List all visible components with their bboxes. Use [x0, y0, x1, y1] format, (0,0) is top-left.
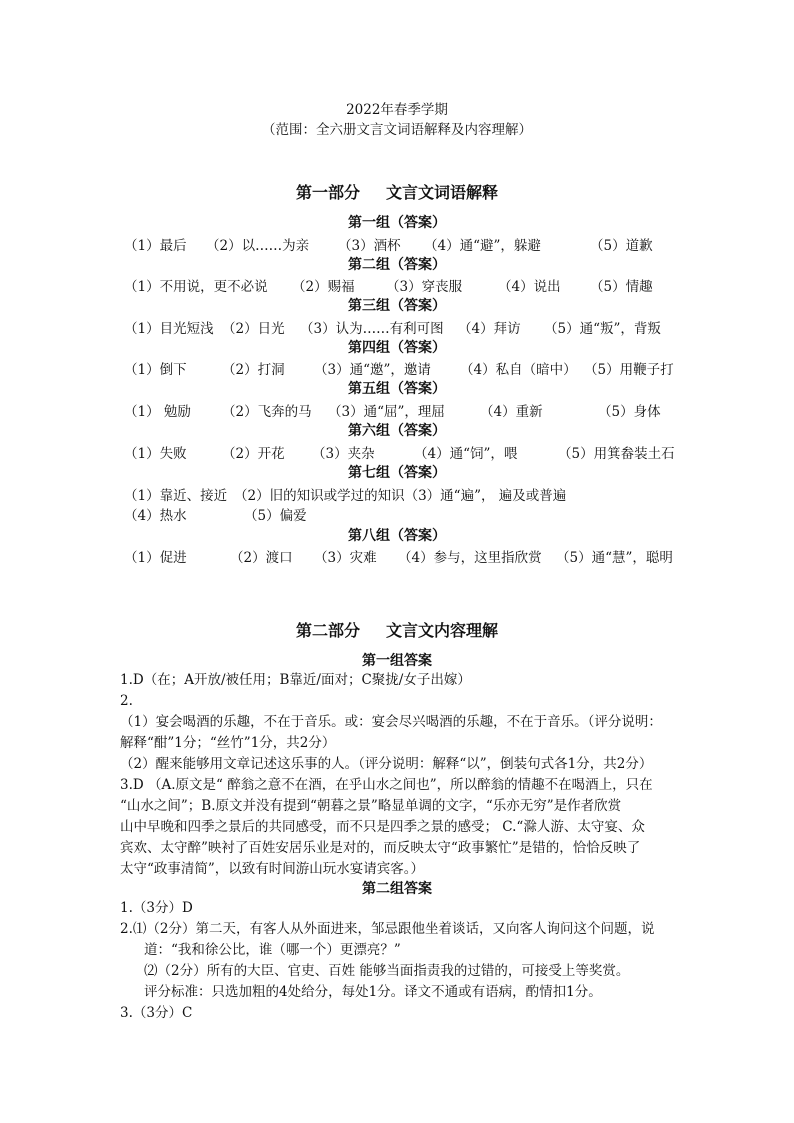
answer-item: （4）热水: [124, 508, 187, 524]
answer-item: （4）参与，这里指欣赏: [398, 550, 542, 566]
answer-item: （5）身体: [598, 404, 661, 420]
group8-title: 第八组（答案）: [348, 528, 446, 544]
answer-item: （5）通“慧”，聪明: [556, 550, 673, 566]
answer-item: （4）通“避”，躲避: [424, 238, 541, 254]
answer-item: （5）用鞭子打: [584, 362, 674, 378]
part2-title-text: 文言文内容理解: [386, 621, 499, 640]
answer-line: 道：“我和徐公比，谁（哪一个）更漂亮？”: [144, 942, 401, 958]
answer-line: 解释“酣”1分；“丝竹”1分，共2分）: [120, 735, 336, 751]
answer-item: （1）倒下: [124, 362, 187, 378]
answer-item: （1）目光短浅: [124, 321, 214, 337]
answer-item: （2）飞奔的马: [222, 404, 312, 420]
semester-title: 2022年春季学期: [346, 102, 448, 118]
answer-item: （5）用箕畚装土石: [558, 446, 675, 462]
answer-item: （3）通“邀”，邀请: [314, 362, 431, 378]
answer-item: （1） 勉励: [124, 404, 191, 420]
answer-line: “山水之间”；B.原文并没有提到“朝暮之景”略显单调的文字，“乐亦无穷”是作者欣赏: [120, 798, 622, 814]
scope-subtitle: （范围：全六册文言文词语解释及内容理解）: [262, 122, 532, 138]
answer-item: （2）以……为亲: [206, 238, 310, 254]
group7-title: 第七组（答案）: [348, 465, 446, 481]
answer-item: （3）通“屈”，理屈: [328, 404, 445, 420]
answer-line: 3.D （A.原文是“ 醉翁之意不在酒，在乎山水之间也”，所以醉翁的情趣不在喝酒上，只在: [120, 777, 653, 793]
answer-item: （5）道歉: [590, 238, 653, 254]
answer-item: （3）夹杂: [312, 446, 375, 462]
answer-line: 1.D（在；A开放/被任用；B靠近/面对；C聚拢/女子出嫁）: [120, 672, 471, 688]
answer-item: （1）失败: [124, 446, 187, 462]
group1-title: 第一组（答案）: [348, 215, 446, 231]
answer-line: 2.⑴（2分）第二天，有客人从外面进来，邹忌跟他坐着谈话，又向客人询问这个问题，说: [120, 921, 655, 937]
group2-title: 第二组（答案）: [348, 257, 446, 273]
part1-title-text: 文言文词语解释: [386, 183, 499, 202]
answer-item: （2）赐福: [292, 279, 355, 295]
answer-item: （2）开花: [222, 446, 285, 462]
answer-item: （5）偏爱: [244, 508, 307, 524]
answer-item: （4）私自（暗中）: [460, 362, 577, 378]
answer-item: （2）旧的知识或学过的知识（3）通“遍”， 遍及或普遍: [234, 488, 567, 504]
answer-item: （1）靠近、接近: [124, 488, 228, 504]
part1-title-number: 第一部分: [295, 183, 360, 202]
part2-group2-content: [120, 898, 680, 1024]
answer-item: （4）拜访: [458, 321, 521, 337]
part1-title: [0, 180, 794, 203]
group5-title: 第五组（答案）: [348, 381, 446, 397]
answer-item: （2）渡口: [230, 550, 293, 566]
answer-line: 3.（3分）C: [120, 1005, 193, 1021]
part2-group2-title: 第二组答案: [362, 881, 432, 897]
answer-line: 太守“政事清简”，以致有时间游山玩水宴请宾客。）: [120, 861, 425, 877]
answer-line: 2.: [120, 693, 133, 709]
answer-line: 山中早晚和四季之景后的共同感受，而不只是四季之景的感受； C.“滁人游、太守宴、众: [120, 819, 645, 835]
part2-title: [0, 618, 794, 641]
answer-line: （1）宴会喝酒的乐趣，不在于音乐。或：宴会尽兴喝酒的乐趣，不在于音乐。（评分说明：: [120, 714, 662, 730]
group6-title: 第六组（答案）: [348, 423, 446, 439]
answer-item: （1）不用说，更不必说: [124, 279, 268, 295]
answer-line: 1.（3分）D: [120, 900, 193, 916]
answer-item: （2）打洞: [222, 362, 285, 378]
answer-item: （3）酒杯: [338, 238, 401, 254]
answer-item: （4）重新: [480, 404, 543, 420]
answer-item: （1）最后: [124, 238, 187, 254]
answer-item: （3）灾难: [314, 550, 377, 566]
answer-line: （2）醒来能够用文章记述这乐事的人。（评分说明：解释“以”，倒装句式各1分，共2分）: [120, 756, 653, 772]
answer-item: （3）认为……有利可图: [300, 321, 444, 337]
answer-item: （5）通“叛”，背叛: [544, 321, 661, 337]
part2-group1-content: [120, 670, 680, 880]
group3-title: 第三组（答案）: [348, 298, 446, 314]
answer-line: ⑵（2分）所有的大臣、官吏、百姓 能够当面指责我的过错的，可接受上等奖赏。: [144, 963, 630, 979]
answer-item: （2）日光: [222, 321, 285, 337]
answer-line: 宾欢、太守醉”映衬了百姓安居乐业是对的，而反映太守“政事繁忙”是错的，恰恰反映了: [120, 840, 641, 856]
part2-title-number: 第二部分: [295, 621, 360, 640]
answer-line: 评分标准：只选加粗的4处给分，每处1分。译文不通或有语病，酌情扣1分。: [144, 984, 602, 1000]
answer-item: （3）穿丧服: [386, 279, 463, 295]
answer-item: （4）说出: [498, 279, 561, 295]
answer-item: （1）促进: [124, 550, 187, 566]
answer-item: （4）通“饲”，喂: [414, 446, 518, 462]
group4-title: 第四组（答案）: [348, 340, 446, 356]
answer-item: （5）情趣: [590, 279, 653, 295]
part2-group1-title: 第一组答案: [362, 653, 432, 669]
